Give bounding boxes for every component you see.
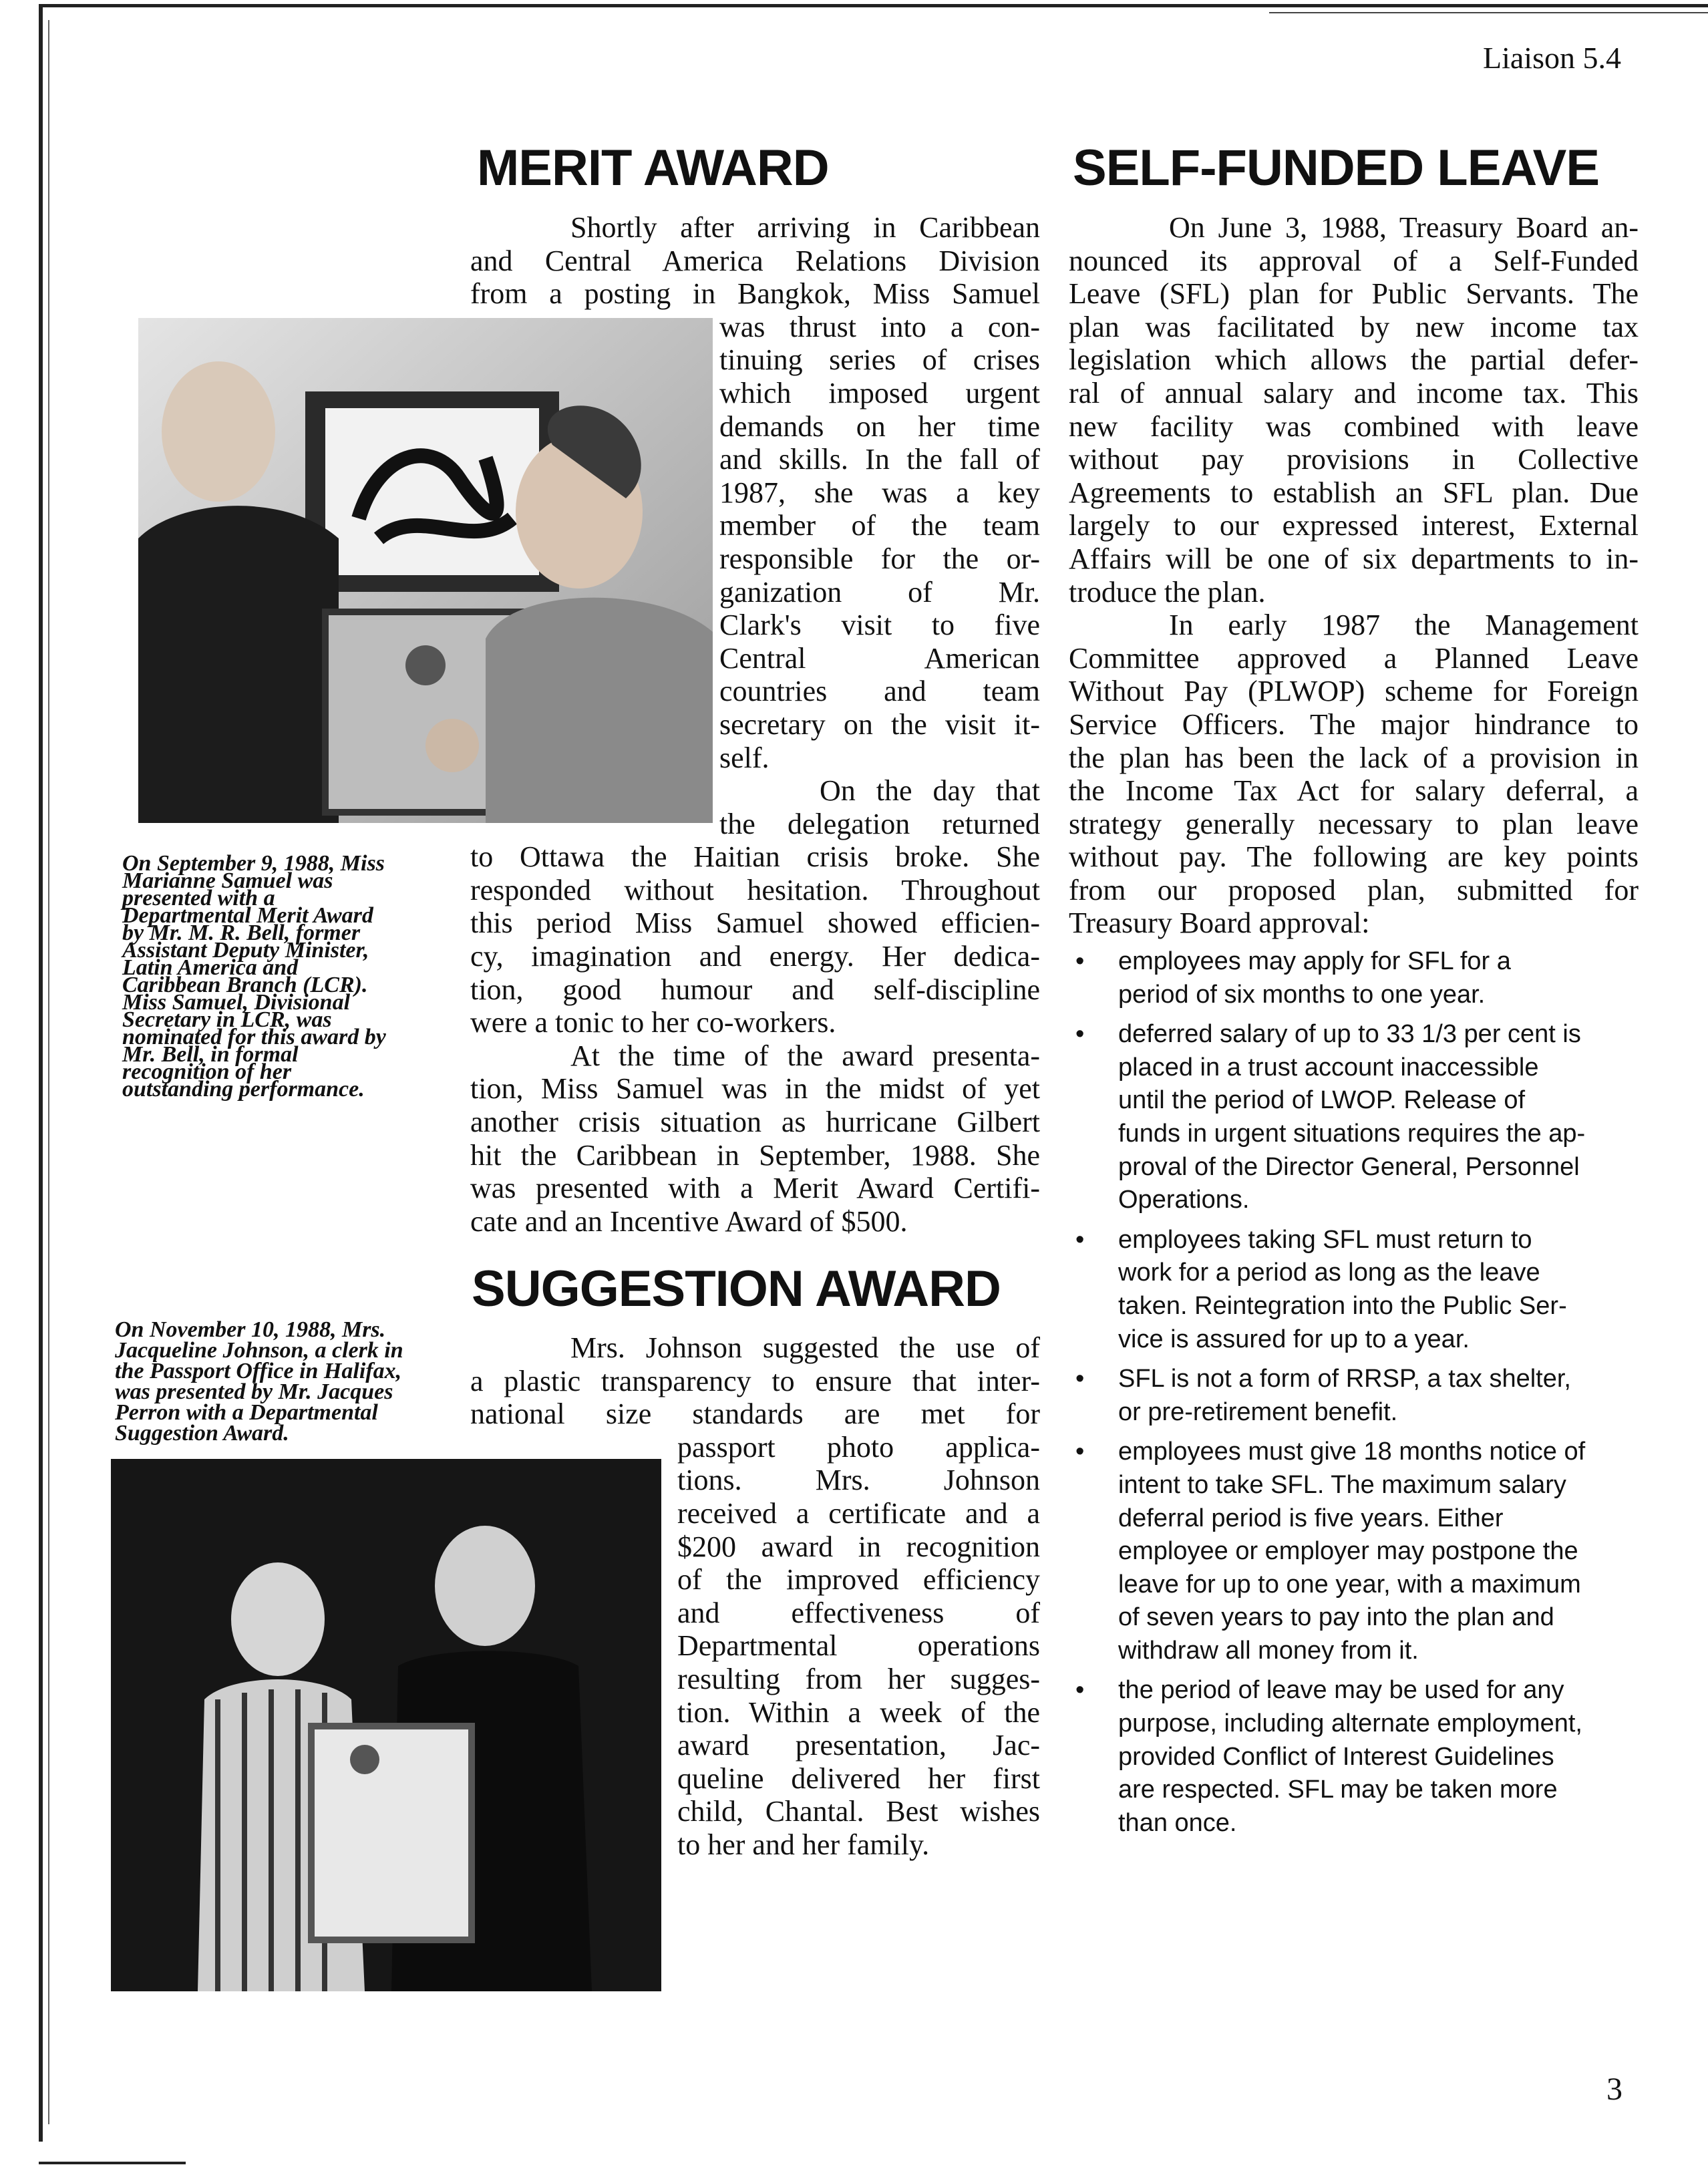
text-line: largely to our expressed interest, External [1069, 509, 1639, 542]
suggestion-photo-caption [115, 1319, 403, 1444]
text-line: tion. Within a week of the [677, 1695, 1040, 1729]
text-line: Shortly after arriving in Caribbean [570, 211, 1040, 244]
text-line: a plastic transparency to ensure that inter- [470, 1364, 1040, 1397]
text-line: Affairs will be one of six departments to in- [1069, 542, 1639, 575]
text-line: Committee approved a Planned Leave [1069, 641, 1639, 675]
bullet-icon: • [1075, 1365, 1085, 1393]
text-line: resulting from her sugges- [677, 1662, 1040, 1695]
bullet-line: funds in urgent situations requires the ap- [1118, 1119, 1586, 1148]
page-border-bottom [39, 2162, 186, 2164]
text-line: plan was facilitated by new income tax [1069, 310, 1639, 343]
text-line: without pay provisions in Collective [1069, 443, 1639, 476]
text-line: tinuing series of crises [719, 343, 1040, 377]
text-line: hit the Caribbean in September, 1988. She [470, 1138, 1040, 1172]
caption-line: Latin America and [122, 955, 299, 980]
merit-award-heading: MERIT AWARD [477, 140, 829, 196]
text-line: to Ottawa the Haitian crisis broke. She [470, 840, 1040, 874]
text-line: from our proposed plan, submitted for [1069, 873, 1639, 906]
suggestion-award-body [470, 1331, 1040, 1862]
text-line: tion, Miss Samuel was in the midst of yet [470, 1072, 1040, 1106]
caption-line: Marianne Samuel was [122, 868, 333, 893]
bullet-icon: • [1075, 947, 1085, 975]
text-line: Without Pay (PLWOP) scheme for Foreign [1069, 675, 1639, 708]
caption-line: Miss Samuel, Divisional [122, 990, 351, 1015]
caption-line: On November 10, 1988, Mrs. [115, 1317, 386, 1342]
bullet-line: provided Conflict of Interest Guidelines [1118, 1742, 1554, 1771]
bullet-line: placed in a trust account inaccessible [1118, 1053, 1539, 1081]
page-border-top [40, 4, 1708, 7]
caption-line: Assistant Deputy Minister, [122, 938, 369, 963]
text-line: the Income Tax Act for salary deferral, a [1069, 774, 1639, 808]
text-line: and effectiveness of [677, 1596, 1040, 1629]
caption-line: the Passport Office in Halifax, [115, 1359, 402, 1383]
text-line: child, Chantal. Best wishes [677, 1795, 1040, 1828]
text-line: tions. Mrs. Johnson [677, 1464, 1040, 1497]
bullet-icon: • [1075, 1225, 1085, 1254]
text-line: Departmental operations [677, 1629, 1040, 1663]
text-line: the plan has been the lack of a provision in [1069, 741, 1639, 774]
bullet-line: than once. [1118, 1808, 1237, 1837]
bullet-line: vice is assured for up to a year. [1118, 1325, 1470, 1353]
caption-line: Secretary in LCR, was [122, 1007, 332, 1032]
bullet-line: period of six months to one year. [1118, 980, 1486, 1009]
caption-line: presented with a [122, 886, 275, 910]
bullet-line: until the period of LWOP. Release of [1118, 1086, 1526, 1115]
text-line: to her and her family. [677, 1828, 930, 1861]
text-line: from a posting in Bangkok, Miss Samuel [470, 277, 1040, 311]
page-border-left-inner [48, 20, 49, 2124]
text-line: award presentation, Jac- [677, 1729, 1040, 1762]
text-line: Service Officers. The major hindrance to [1069, 707, 1639, 741]
text-line: strategy generally necessary to plan leave [1069, 807, 1639, 840]
text-line: troduce the plan. [1069, 575, 1266, 609]
text-line: national size standards are met for [470, 1397, 1040, 1431]
bullet-line: intent to take SFL. The maximum salary [1118, 1470, 1566, 1499]
text-line: $200 award in recognition [677, 1530, 1040, 1563]
text-line: Central American [719, 641, 1040, 675]
text-line: was presented with a Merit Award Certifi- [470, 1172, 1040, 1205]
text-line: responsible for the or- [719, 542, 1040, 575]
text-line: Mrs. Johnson suggested the use of [570, 1331, 1040, 1364]
text-line: new facility was combined with leave [1069, 409, 1639, 443]
suggestion-award-heading: SUGGESTION AWARD [472, 1261, 1001, 1317]
bullet-item [1075, 1018, 1650, 1217]
page-border-left [39, 4, 43, 2142]
text-line: Leave (SFL) plan for Public Servants. The [1069, 277, 1639, 311]
bullet-line: withdraw all money from it. [1118, 1636, 1419, 1665]
sfl-key-points-list [1075, 945, 1650, 1846]
bullet-line: employees must give 18 months notice of [1118, 1438, 1586, 1466]
caption-line: by Mr. M. R. Bell, former [122, 921, 361, 945]
text-line: ral of annual salary and income tax. This [1069, 376, 1639, 409]
bullet-icon: • [1075, 1020, 1085, 1049]
text-line: this period Miss Samuel showed efficien- [470, 906, 1040, 940]
bullet-line: deferred salary of up to 33 1/3 per cent is [1118, 1020, 1581, 1049]
caption-line: Perron with a Departmental [115, 1400, 378, 1425]
running-head: Liaison 5.4 [1483, 41, 1621, 75]
text-line: member of the team [719, 509, 1040, 542]
caption-line: Mr. Bell, in formal [122, 1042, 299, 1067]
text-line: another crisis situation as hurricane Gilbert [470, 1106, 1040, 1139]
merit-photo-caption [122, 851, 386, 1102]
bullet-item [1075, 1363, 1650, 1429]
text-line: passport photo applica- [677, 1430, 1040, 1464]
text-line: cate and an Incentive Award of $500. [470, 1204, 908, 1238]
bullet-line: work for a period as long as the leave [1118, 1259, 1540, 1287]
self-funded-leave-body [1069, 211, 1639, 940]
bullet-item [1075, 945, 1650, 1011]
text-line: At the time of the award presenta- [570, 1039, 1040, 1072]
bullet-item [1075, 1224, 1650, 1356]
bullet-line: Operations. [1118, 1186, 1250, 1214]
caption-line: outstanding performance. [122, 1077, 365, 1102]
bullet-item [1075, 1674, 1650, 1840]
text-line: which imposed urgent [719, 376, 1040, 409]
caption-line: was presented by Mr. Jacques [115, 1379, 393, 1404]
bullet-line: deferral period is five years. Either [1118, 1504, 1504, 1532]
text-line: countries and team [719, 675, 1040, 708]
text-line: was thrust into a con- [719, 310, 1040, 343]
text-line: ganization of Mr. [719, 575, 1040, 609]
caption-line: recognition of her [122, 1059, 292, 1084]
caption-line: Departmental Merit Award [122, 903, 373, 928]
text-line: and skills. In the fall of [719, 443, 1040, 476]
text-line: queline delivered her first [677, 1762, 1040, 1795]
caption-line: Suggestion Award. [115, 1421, 289, 1446]
caption-line: Jacqueline Johnson, a clerk in [115, 1338, 403, 1363]
bullet-icon: • [1075, 1676, 1085, 1705]
caption-line: nominated for this award by [122, 1025, 386, 1049]
bullet-line: leave for up to one year, with a maximum [1118, 1570, 1581, 1599]
bullet-line: of seven years to pay into the plan and [1118, 1603, 1554, 1632]
bullet-line: proval of the Director General, Personnel [1118, 1152, 1580, 1181]
text-line: secretary on the visit it- [719, 707, 1040, 741]
caption-line: On September 9, 1988, Miss [122, 851, 385, 876]
text-line: cy, imagination and energy. Her dedica- [470, 940, 1040, 973]
text-line: legislation which allows the partial defer- [1069, 343, 1639, 377]
text-line: and Central America Relations Division [470, 244, 1040, 277]
text-line: Treasury Board approval: [1069, 906, 1370, 940]
caption-line: Caribbean Branch (LCR). [122, 973, 368, 997]
page-border-top-inner [1269, 12, 1708, 13]
bullet-line: purpose, including alternate employment, [1118, 1709, 1582, 1738]
bullet-item [1075, 1436, 1650, 1667]
text-line: On June 3, 1988, Treasury Board an- [1169, 211, 1639, 244]
bullet-line: are respected. SFL may be taken more [1118, 1776, 1558, 1804]
text-line: of the improved efficiency [677, 1563, 1040, 1597]
bullet-line: SFL is not a form of RRSP, a tax shelter, [1118, 1365, 1571, 1393]
text-line: tion, good humour and self-discipline [470, 973, 1040, 1006]
text-line: nounced its approval of a Self-Funded [1069, 244, 1639, 277]
text-line: On the day that [820, 774, 1040, 808]
bullet-line: the period of leave may be used for any [1118, 1676, 1564, 1705]
bullet-line: employees may apply for SFL for a [1118, 947, 1511, 975]
text-line: 1987, she was a key [719, 476, 1040, 509]
text-line: demands on her time [719, 409, 1040, 443]
text-line: In early 1987 the Management [1169, 609, 1639, 642]
page-number: 3 [1606, 2071, 1622, 2107]
text-line: the delegation returned [719, 807, 1040, 840]
text-line: received a certificate and a [677, 1496, 1040, 1530]
text-line: Agreements to establish an SFL plan. Due [1069, 476, 1639, 509]
bullet-line: employees taking SFL must return to [1118, 1225, 1532, 1254]
text-line: without pay. The following are key points [1069, 840, 1639, 874]
bullet-line: or pre-retirement benefit. [1118, 1397, 1398, 1426]
bullet-line: taken. Reintegration into the Public Ser- [1118, 1291, 1567, 1320]
text-line: were a tonic to her co-workers. [470, 1006, 836, 1039]
bullet-icon: • [1075, 1438, 1085, 1466]
self-funded-leave-heading: SELF-FUNDED LEAVE [1073, 140, 1600, 196]
bullet-line: employee or employer may postpone the [1118, 1537, 1578, 1566]
merit-award-body [470, 211, 1040, 1238]
text-line: responded without hesitation. Throughout [470, 873, 1040, 906]
text-line: Clark's visit to five [719, 609, 1040, 642]
text-line: self. [719, 741, 770, 774]
